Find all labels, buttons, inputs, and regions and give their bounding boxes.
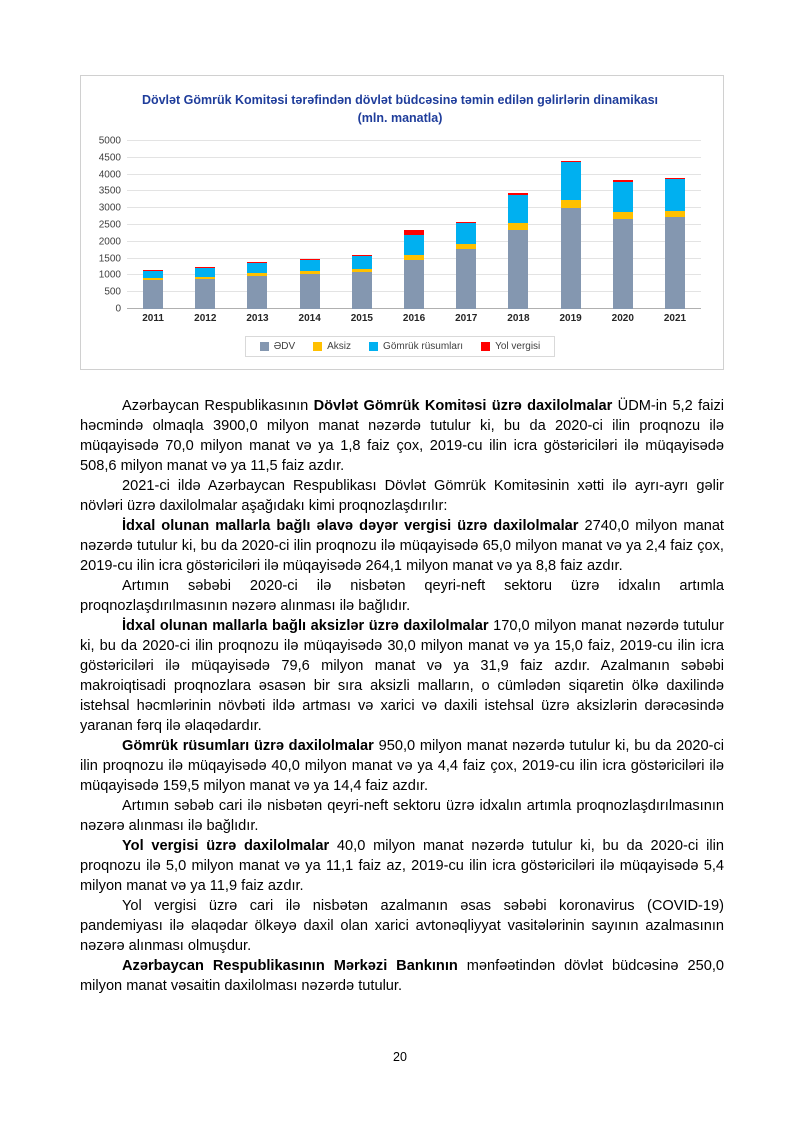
bar-segment [300, 260, 320, 272]
y-tick-label: 4500 [98, 152, 121, 164]
x-tick-label: 2012 [194, 313, 217, 324]
bar-2014 [284, 141, 336, 309]
text-run: Dövlət Gömrük Komitəsi üzrə daxilolmalar [313, 398, 613, 414]
bar-segment [247, 276, 267, 309]
x-tick-label: 2017 [455, 313, 478, 324]
bar-segment [508, 223, 528, 230]
x-tick-label: 2013 [246, 313, 269, 324]
paragraph [80, 956, 724, 996]
text-run: 170,0 milyon manat nəzərdə tutulur ki, bu da 2020-ci ilin proqnozu ilə müqayisədə 30,0 milyon manat və ya 15,0 faiz, 2019-cu ilin icra göstəriciləri ilə müqayisədə 79,6 milyon manat və ya 31,9 faiz azdır. Azalmanın səbəbi makroiqtisadi proqnozlara əsasən bir sıra aksizli malların, o cümlədən siqaretin ölkə daxilində istehsal həcmlərinin növbəti ildə artması və xarici və daxili istehsal üzrə aksizlərin dərəcəsində yaranan fərq ilə əlaqədardır. [80, 618, 724, 734]
y-tick-label: 4000 [98, 169, 121, 181]
stacked-bar [404, 141, 424, 309]
bar-segment [352, 256, 372, 269]
text-run: Artımın səbəb cari ilə nisbətən qeyri-neft sektoru üzrə idxalın artımla proqnozlaşdırılmasının nəzərə alınması ilə bağlıdır. [80, 798, 724, 834]
stacked-bar [561, 141, 581, 309]
plot-area [127, 141, 701, 309]
bar-segment [456, 249, 476, 309]
y-tick-label: 5000 [98, 135, 121, 147]
legend-item [369, 341, 463, 352]
stacked-bar [665, 141, 685, 309]
bar-segment [665, 217, 685, 309]
bar-segment [508, 195, 528, 223]
y-tick-label: 1500 [98, 253, 121, 265]
stacked-bar [352, 141, 372, 309]
legend-item [481, 341, 540, 352]
bar-segment [561, 200, 581, 208]
y-tick-label: 0 [115, 303, 121, 315]
x-tick-label: 2019 [559, 313, 582, 324]
x-tick-label: 2021 [663, 313, 687, 324]
paragraph [80, 896, 724, 956]
text-run: İdxal olunan mallarla bağlı aksizlər üzrə daxilolmalar [122, 618, 489, 634]
bar-2021 [649, 141, 701, 309]
text-run: Artımın səbəbi 2020-ci ilə nisbətən qeyri-neft sektoru üzrə idxalın artımla proqnozlaşdırılmasının nəzərə alınması ilə bağlıdır. [80, 578, 724, 614]
text-run: 2740,0 milyon manat nəzərdə tutulur ki, bu da 2020-ci ilin proqnozu ilə müqayisədə 65,0 milyon manat və ya 2,4 faiz çox, 2019-cu ilin icra göstəriciləri ilə müqayisədə 264,1 milyon manat və ya 8,8 faiz azdır. [80, 518, 724, 574]
plot-wrap [127, 141, 701, 324]
bar-2018 [492, 141, 544, 309]
paragraph [80, 836, 724, 896]
bar-2020 [597, 141, 649, 309]
stacked-bar [195, 141, 215, 309]
bar-segment [143, 271, 163, 278]
revenue-chart [80, 75, 724, 370]
bar-2011 [127, 141, 179, 309]
legend-swatch [369, 342, 378, 351]
text-run: Gömrük rüsumları üzrə daxilolmalar [122, 738, 374, 754]
text-run: 40,0 milyon manat nəzərdə tutulur ki, bu da 2020-ci ilin proqnozu ilə 5,0 milyon manat və ya 11,1 faiz az, 2019-cu ilin icra göstəriciləri ilə müqayisədə 5,4 milyon manat və ya 11,9 faiz azdır. [80, 838, 725, 894]
bar-2017 [440, 141, 492, 309]
legend-swatch [481, 342, 490, 351]
bar-segment [195, 268, 215, 277]
legend-wrap [89, 336, 711, 357]
bar-2012 [179, 141, 231, 309]
paragraph [80, 576, 724, 616]
bar-segment [456, 223, 476, 244]
legend-label: ƏDV [273, 341, 296, 352]
paragraph [80, 396, 724, 476]
legend-label: Aksiz [327, 341, 352, 352]
text-run: Azərbaycan Respublikasının Mərkəzi Bankının [122, 958, 458, 974]
bar-segment [665, 179, 685, 211]
paragraph [80, 736, 724, 796]
chart-legend [245, 336, 556, 357]
text-run: ÜDM-in 5,2 faizi həcmində olmaqla 3900,0 milyon manat nəzərdə tutulur ki, bu da 2020-ci ilin proqnozu ilə müqayisədə 70,0 milyon manat və ya 1,8 faiz çox, 2019-cu ilin icra göstəriciləri ilə müqayisədə 508,6 milyon manat və ya 11,5 faiz azdır. [80, 398, 725, 474]
y-tick-label: 3000 [98, 202, 121, 214]
x-axis-labels [127, 313, 701, 324]
bar-segment [508, 230, 528, 309]
legend-swatch [313, 342, 322, 351]
paragraph [80, 476, 724, 516]
y-tick-label: 3500 [98, 185, 121, 197]
bar-segment [561, 162, 581, 199]
bar-2019 [545, 141, 597, 309]
text-run: Yol vergisi üzrə daxilolmalar [122, 838, 330, 854]
paragraph [80, 796, 724, 836]
text-run: mənfəətindən dövlət büdcəsinə 250,0 milyon manat vəsaitin daxilolması nəzərdə tutulur. [80, 958, 724, 994]
y-axis [91, 135, 127, 315]
text-run: 2021-ci ildə Azərbaycan Respublikası Dövlət Gömrük Komitəsinin xətti ilə ayrı-ayrı gəlir növləri üzrə daxilolmalar aşağıdakı kimi proqnozlaşdırılır: [80, 478, 724, 514]
bar-segment [300, 274, 320, 309]
x-tick-label: 2020 [611, 313, 634, 324]
text-run: Azərbaycan Respublikasının [122, 398, 314, 414]
legend-label: Gömrük rüsumları [383, 341, 464, 352]
x-tick-label: 2014 [298, 313, 321, 324]
stacked-bar [456, 141, 476, 309]
text-run: İdxal olunan mallarla bağlı əlavə dəyər vergisi üzrə daxilolmalar [122, 518, 579, 534]
text-run: 950,0 milyon manat nəzərdə tutulur ki, bu da 2020-ci ilin proqnozu ilə müqayisədə 40,0 milyon manat və ya 4,4 faiz çox, 2019-cu ilin icra göstəriciləri ilə müqayisədə 159,5 milyon manat və ya 14,4 faiz azdır. [80, 738, 725, 794]
stacked-bar [247, 141, 267, 309]
bar-2016 [388, 141, 440, 309]
bar-segment [404, 260, 424, 309]
x-tick-label: 2011 [142, 313, 164, 324]
bar-2013 [231, 141, 283, 309]
chart-plot-region [89, 137, 711, 324]
page-number: 20 [393, 1050, 407, 1064]
stacked-bar [143, 141, 163, 309]
chart-title: Dövlət Gömrük Komitəsi tərəfindən dövlət büdcəsinə təmin edilən gəlirlərin dinamikası (mln. manatla) [141, 93, 659, 125]
bar-2015 [336, 141, 388, 309]
bar-segment [613, 212, 633, 219]
bar-segment [561, 208, 581, 309]
y-tick-label: 500 [104, 286, 121, 298]
bar-segment [143, 280, 163, 309]
body-text [80, 396, 724, 996]
bar-segment [247, 263, 267, 273]
legend-item [260, 341, 295, 352]
stacked-bar [508, 141, 528, 309]
paragraph [80, 516, 724, 576]
legend-swatch [260, 342, 269, 351]
x-tick-label: 2018 [507, 313, 530, 324]
x-tick-label: 2016 [402, 313, 426, 324]
x-tick-label: 2015 [350, 313, 373, 324]
legend-label: Yol vergisi [495, 341, 541, 352]
stacked-bar [300, 141, 320, 309]
bar-segment [613, 219, 633, 309]
y-tick-label: 1000 [98, 269, 121, 281]
bar-segment [613, 182, 633, 213]
bar-segment [352, 272, 372, 309]
bar-segment [195, 279, 215, 309]
y-tick-label: 2000 [98, 236, 121, 248]
bar-segment [404, 235, 424, 254]
paragraph [80, 616, 724, 736]
y-tick-label: 2500 [98, 219, 121, 231]
stacked-bar [613, 141, 633, 309]
text-run: Yol vergisi üzrə cari ilə nisbətən azalmanın əsas səbəbi koronavirus (COVID-19) pandemiyası ilə əlaqədar ölkəyə daxil olan xarici avtonəqliyyat vasitələrinin sayının azalmasının nəzərə alınması olmuşdur. [80, 898, 724, 954]
bars-container [127, 141, 701, 309]
legend-item [313, 341, 351, 352]
